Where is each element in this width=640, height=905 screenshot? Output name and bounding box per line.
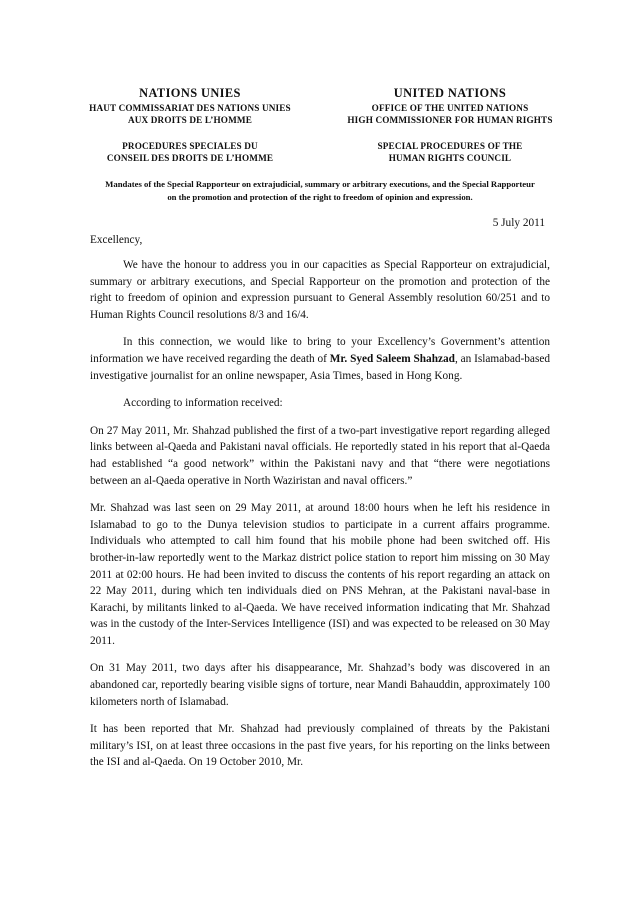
letterhead-english-line2: HIGH COMMISSIONER FOR HUMAN RIGHTS [347, 115, 553, 126]
letterhead-french-line2: AUX DROITS DE L’HOMME [127, 115, 253, 126]
letter-date: 5 July 2011 [492, 217, 545, 229]
para-27may: On 27 May 2011, Mr. Shahzad published the first of a two-part investigative report regarding alleged links between al-Qaeda and Pakistani naval officials. He reportedly stated in his report that al-Qaeda had established “a good network” within the Pakistani navy and that “there were negotiations between an al-Qaeda operative in North Waziristan and naval officers.” [90, 424, 550, 487]
letter-body [90, 257, 550, 771]
letterhead-french-line4: CONSEIL DES DROITS DE L’HOMME [106, 153, 274, 164]
letterhead-french-line3: PROCEDURES SPECIALES DU [122, 140, 258, 151]
para-capacities: We have the honour to address you in our capacities as Special Rapporteur on extrajudicial, summary or arbitrary executions, and Special Rapporteur on the promotion and protection of the right to freedom of opinion and expression pursuant to General Assembly resolution 60/251 and to Human Rights Council resolutions 8/3 and 16/4. [90, 259, 550, 321]
letterhead-french-line1: HAUT COMMISSARIAT DES NATIONS UNIES [89, 102, 291, 113]
para-31may: On 31 May 2011, two days after his disappearance, Mr. Shahzad’s body was discovered in an abandoned car, reportedly bearing visible signs of torture, near Mandi Bahauddin, approximately 100 kilometers north of Islamabad. [90, 662, 550, 708]
emphasized-name: Mr. Syed Saleem Shahzad [329, 352, 455, 365]
paragraph-text: In this connection, we would like to bring to your Excellency’s Government’s attention information we have received regarding the death of [90, 336, 550, 365]
salutation: Excellency, [90, 234, 143, 246]
letterhead-english-organization: UNITED NATIONS [393, 86, 507, 100]
paragraph-text: , an Islamabad-based investigative journalist for an online newspaper, Asia Times, based in Hong Kong. [90, 352, 551, 382]
para-connection [90, 334, 550, 384]
letterhead-english-line3: SPECIAL PROCEDURES OF THE [377, 140, 523, 151]
letterhead-english-spacer [320, 127, 580, 140]
letterhead-french-column [60, 86, 320, 165]
para-according: According to information received: [123, 397, 283, 410]
mandate-title: Mandates of the Special Rapporteur on extrajudicial, summary or arbitrary executions, and the Special Rapporteur on the promotion and protection of the right to freedom of opinion and expression. [105, 179, 535, 203]
letterhead-english-line4: HUMAN RIGHTS COUNCIL [388, 153, 512, 164]
letterhead-english-column [320, 86, 580, 165]
letterhead-english-line1: OFFICE OF THE UNITED NATIONS [371, 102, 529, 113]
para-threats: It has been reported that Mr. Shahzad had previously complained of threats by the Pakistani military’s ISI, on at least three occasions in the past five years, for his reporting on the links between the ISI and al-Qaeda. On 19 October 2010, Mr. [90, 723, 550, 769]
letterhead-french-spacer [60, 127, 320, 140]
letterhead [60, 86, 580, 165]
para-lastseen: Mr. Shahzad was last seen on 29 May 2011, at around 18:00 hours when he left his residence in Islamabad to go to the Dunya television studios to participate in a current affairs programme. Individuals who attempted to call him found that his mobile phone had been switched off. His brother-in-law reportedly went to the Markaz district police station to report him missing on 30 May 2011 at 02:00 hours. He had been invited to discuss the contents of his report regarding an attack on 22 May 2011, during which ten individuals died on PNS Mehran, at the Pakistani naval-base in Karachi, by militants linked to al-Qaeda. We have received information indicating that Mr. Shahzad was in the custody of the Inter-Services Intelligence (ISI) and was expected to be released on 30 May 2011. [90, 502, 550, 647]
letterhead-french-organization: NATIONS UNIES [139, 86, 241, 100]
